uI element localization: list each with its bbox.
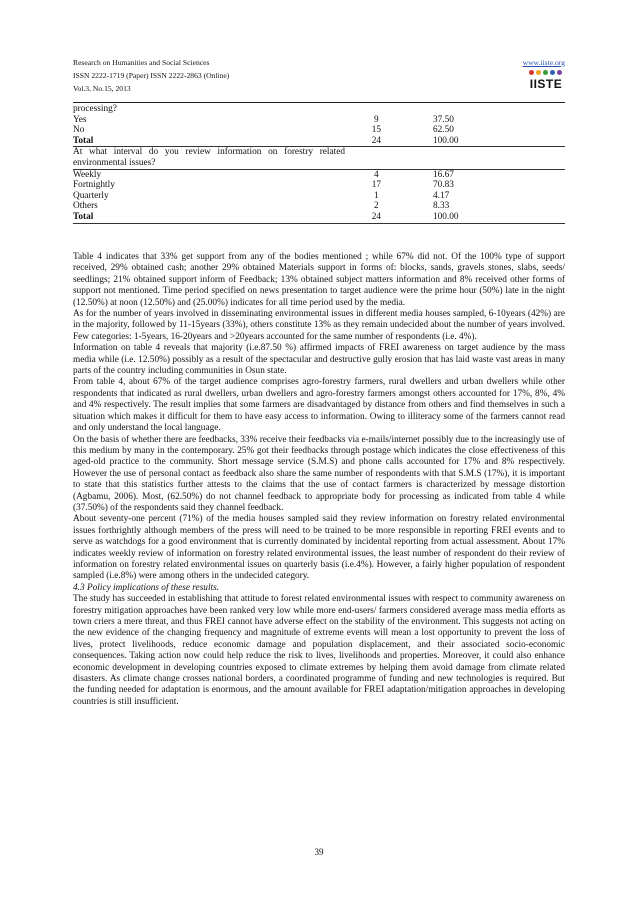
table-count-cell: 1 [374, 190, 379, 201]
table-count-cell [335, 104, 418, 115]
paragraph: From table 4, about 67% of the target audience comprises agro-forestry farmers, rural dwellers and urban dwellers while other respondents that indicated as rural dwellers, urban dwellers and agro-forestry farmers amongst others accounted for 17%, 8%, 4% and 4% respectively. The result implies that some farmers are disadvantaged by distance from others and find themselves in such a situation which makes it difficult for them to have easy access to information. Owing to illiteracy some of the farmers cannot read and only understand the local language. [73, 377, 565, 434]
journal-volume: Vol.3, No.15, 2013 [73, 84, 131, 93]
iiste-logo [527, 69, 565, 93]
paragraph: As for the number of years involved in disseminating environmental issues in different media houses sampled, 6-10years (42%) are in the majority, followed by 11-15years (33%), others constitute 13% as they remain undecided about the number of years involved. Few categories: 1-5years, 16-20years and >20years accounted for the same number of respondents (i.e. 4%). [73, 309, 565, 342]
table-label-cell: Fortnightly [73, 180, 115, 191]
page-number: 39 [314, 847, 324, 857]
logo-dot [557, 70, 562, 75]
table-percent-cell [418, 104, 565, 115]
logo-dot [543, 70, 548, 75]
table-row [73, 136, 565, 147]
table-label-cell: Total [73, 212, 335, 223]
table-label-cell: Quarterly [73, 190, 109, 201]
table-row [73, 201, 565, 212]
table-count-cell: 2 [374, 201, 379, 212]
table-label-cell: Total [73, 136, 335, 147]
table-percent-cell: 16.67 [432, 169, 454, 180]
table-percent-cell: 100.00 [418, 212, 565, 223]
table-count-cell: 9 [374, 114, 379, 125]
paragraph: Table 4 indicates that 33% get support from any of the bodies mentioned ; while 67% did not. Of the 100% type of support received, 29% obtained cash; another 29% obtained Materials support in forms of: blocks, sands, gravels stones, slabs, seeds/ seedlings; 21% obtained support inform of Feedback; 13% obtained subject matters information and 8% received other forms of support not mentioned. Time period specified on news presentation to target audience were the prime hour (50%) late in the night (12.50%) at noon (12.50%) and (25.00%) indicates for all time period used by the media. [73, 252, 565, 308]
logo-dots [527, 69, 565, 76]
table-percent-cell: 37.50 [432, 114, 454, 125]
journal-title: Research on Humanities and Social Sciences [73, 58, 210, 67]
table-count-cell: 15 [371, 125, 382, 136]
table-label-cell: Yes [73, 114, 87, 125]
table-count-cell: 4 [374, 169, 379, 180]
table-count-cell: 24 [335, 212, 418, 223]
table-question-cell: At what interval do you review information on forestry related environmental issues? [73, 147, 565, 169]
table-percent-cell: 4.17 [432, 190, 450, 201]
logo-text: IISTE [529, 77, 563, 91]
paragraph: The study has succeeded in establishing that attitude to forest related environmental issues with respect to community awareness on forestry mitigation approaches have been ranked very low while more end-users/ farmers considered average mass media efforts as town criers a mere threat, and thus FREI cannot have adverse effect on the stability of the environment. This suggests not acting on the new evidence of the changing frequency and magnitude of extreme events will mean a lost opportunity to prevent the loss of lives, protect livelihoods, reduce economic damage and population displacement, and their associated socio-economic consequences. Taking action now could help reduce the risk to lives, livelihoods and properties. Moreover, it could also enhance economic development in developing countries exposed to climate extremes by helping them avoid damage from climate related disasters. As climate change crosses national borders, a coordinated programme of funding and new technologies is required. But the funding needed for adaptation is enormous, and the amount available for FREI adaptation/mitigation approaches in developing countries is still insufficient. [73, 594, 565, 707]
table-row [73, 169, 565, 180]
paragraph: On the basis of whether there are feedbacks, 33% receive their feedbacks via e-mails/internet possibly due to the increasingly use of this medium by many in the contemporary. 25% got their feedbacks through postage which indicates the close effectiveness of this aged-old practice to the community. Short message service (S.M.S) and phone calls accounted for 17% and 8% respectively. However the use of personal contact as feedback also share the same number of respondents with that S.M.S (17%), it is important to state that this statistics further attests to the claims that the use of contact farmers is characterized by message distortion (Agbamu, 2006). Most, (62.50%) do not channel feedback to appropriate body for processing as indicated from table 4 while (37.50%) of the respondents said they channel feedback. [73, 434, 565, 513]
logo-dot [550, 70, 555, 75]
table-row [73, 180, 565, 191]
table-row [73, 104, 565, 115]
table-row [73, 125, 565, 136]
table-row [73, 212, 565, 223]
logo-dot [529, 70, 534, 75]
table-label-cell: processing? [73, 104, 117, 114]
table-row [73, 191, 565, 202]
table-label-cell: No [73, 125, 85, 136]
table-row [73, 147, 565, 169]
table-percent-cell: 100.00 [418, 136, 565, 147]
journal-url-link[interactable]: www.iiste.org [522, 58, 565, 67]
table-percent-cell: 8.33 [432, 201, 450, 212]
table-row [73, 115, 565, 126]
table-percent-cell: 62.50 [432, 125, 454, 136]
paragraph: Information on table 4 reveals that majority (i.e.87.50 %) affirmed impacts of FREI awareness on target audience by the mass media while (i.e. 12.50%) possibly as a result of the spectacular and destructive gully erosion that has laid waste vast areas in many parts of the country including communities in Osun state. [73, 343, 565, 377]
paragraph: About seventy-one percent (71%) of the media houses sampled said they review information on forestry related environmental issues forthrightly although members of the press will need to be trained to be more responsible in reporting FREI events and to serve as watchdogs for a good environment that is currently dominated by incidental reporting from actual assessment. About 17% indicates weekly review of information on forestry related environmental issues, the least number of respondent do their review of information on forestry related environmental issues on quarterly basis (i.e.4%). However, a fairly higher population of respondent sampled (i.e.8%) were among others in the undecided category. [73, 514, 565, 582]
table-label-cell: Others [73, 201, 98, 212]
body-text [73, 252, 565, 708]
survey-table-body [73, 104, 565, 223]
table-percent-cell: 70.83 [432, 180, 454, 191]
journal-issn: ISSN 2222-1719 (Paper) ISSN 2222-2863 (Online) [73, 71, 230, 80]
survey-table [73, 104, 565, 224]
table-count-cell: 24 [335, 136, 418, 147]
table-label-cell: Weekly [73, 169, 102, 180]
header-rule [73, 102, 565, 103]
section-heading: 4.3 Policy implications of these results. [73, 582, 220, 593]
page-header [73, 56, 565, 95]
table-count-cell: 17 [371, 180, 382, 191]
logo-dot [536, 70, 541, 75]
